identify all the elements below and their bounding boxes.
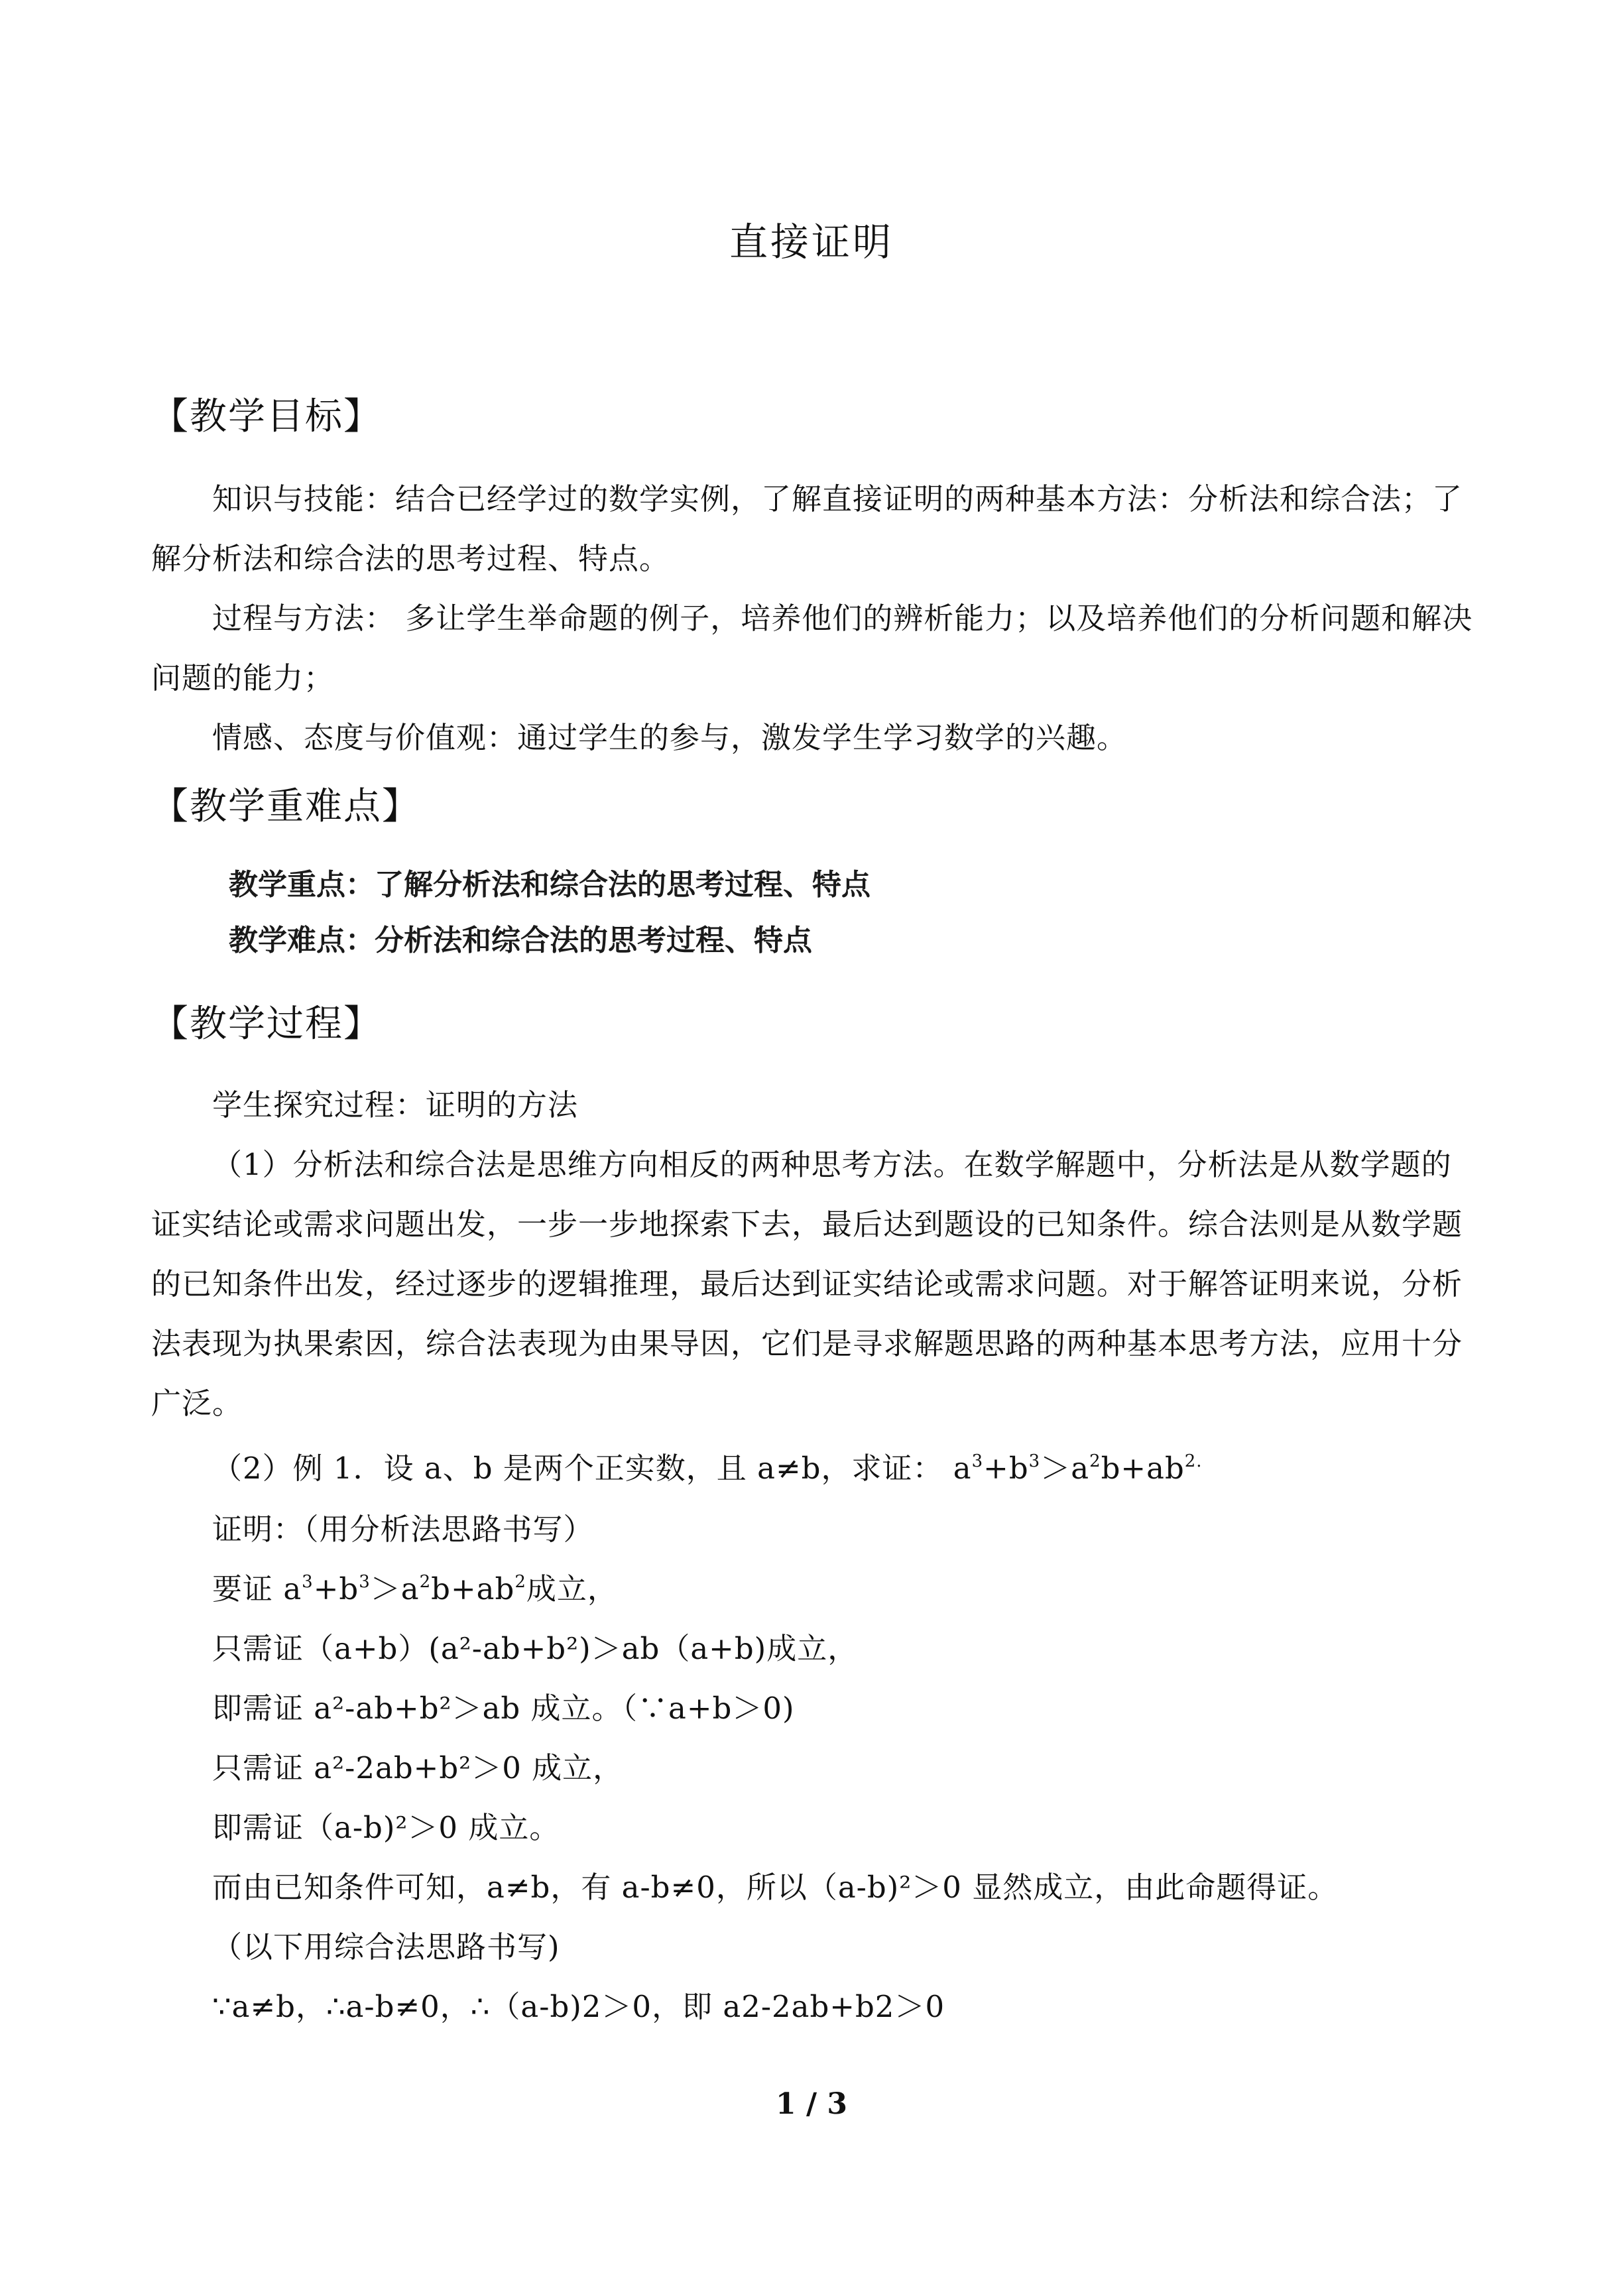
proof-step-6: 而由已知条件可知，a≠b，有 a-b≠0，所以（a-b)²＞0 显然成立，由此命题得证。 — [212, 1870, 1339, 1905]
proof-step-1-prefix: 要证 — [212, 1571, 284, 1606]
process-intro: 学生探究过程：证明的方法 — [212, 1087, 579, 1122]
example-1-line — [212, 1444, 1203, 1487]
synthesis-label: （以下用综合法思路书写) — [212, 1929, 560, 1964]
proof-step-1-suffix: 成立， — [526, 1571, 618, 1606]
goal-emotion: 情感、态度与价值观：通过学生的参与，激发学生学习数学的兴趣。 — [212, 720, 1128, 755]
page-title: 直接证明 — [729, 219, 894, 265]
goal-process: 过程与方法： 多让学生举命题的例子，培养他们的辨析能力；以及培养他们的分析问题和解决问题的能力； — [151, 601, 1473, 695]
example-1-formula: $a^3+b^3>a^2b+ab^{2.}$ — [953, 1451, 1203, 1486]
proof-step-3: 即需证 a²-ab+b²＞ab 成立。（∵a+b＞0) — [212, 1691, 795, 1726]
process-paragraph-1: （1）分析法和综合法是思维方向相反的两种思考方法。在数学解题中，分析法是从数学题的证实结论或需求问题出发，一步一步地探索下去，最后达到题设的已知条件。综合法则是从数学题的已知条件出发，经过逐步的逻辑推理，最后达到证实结论或需求问题。对于解答证明来说，分析法表现为执果索因，综合法表现为由果导因，它们是寻求解题思路的两种基本思考方法，应用十分广泛。 — [151, 1147, 1463, 1421]
proof-step-4: 只需证 a²-2ab+b²＞0 成立， — [212, 1750, 624, 1785]
keypoint-difficult: 教学难点：分析法和综合法的思考过程、特点 — [229, 924, 812, 957]
synthesis-line: ∵a≠b，∴a-b≠0，∴（a-b)2＞0，即 a2-2ab+b2＞0 — [212, 1989, 945, 2024]
proof-step-1-formula: $a^3+b^3>a^2b+ab^2$ — [283, 1571, 526, 1606]
example-1-text: （2）例 1．设 a、b 是两个正实数，且 a≠b，求证： — [212, 1451, 953, 1486]
proof-step-5: 即需证（a-b)²＞0 成立。 — [212, 1810, 560, 1845]
goal-knowledge: 知识与技能：结合已经学过的数学实例，了解直接证明的两种基本方法：分析法和综合法；了解分析法和综合法的思考过程、特点。 — [151, 481, 1463, 576]
keypoint-key: 教学重点：了解分析法和综合法的思考过程、特点 — [229, 868, 871, 902]
page-number: 1 / 3 — [776, 2087, 847, 2121]
proof-step-2: 只需证（a+b）(a²-ab+b²)＞ab（a+b)成立， — [212, 1631, 859, 1666]
proof-step-1 — [212, 1565, 618, 1608]
proof-label: 证明：（用分析法思路书写） — [212, 1512, 594, 1547]
section-heading-process: 【教学过程】 — [151, 1002, 382, 1046]
section-heading-goals: 【教学目标】 — [151, 395, 382, 438]
section-heading-keypoints: 【教学重难点】 — [151, 785, 420, 828]
